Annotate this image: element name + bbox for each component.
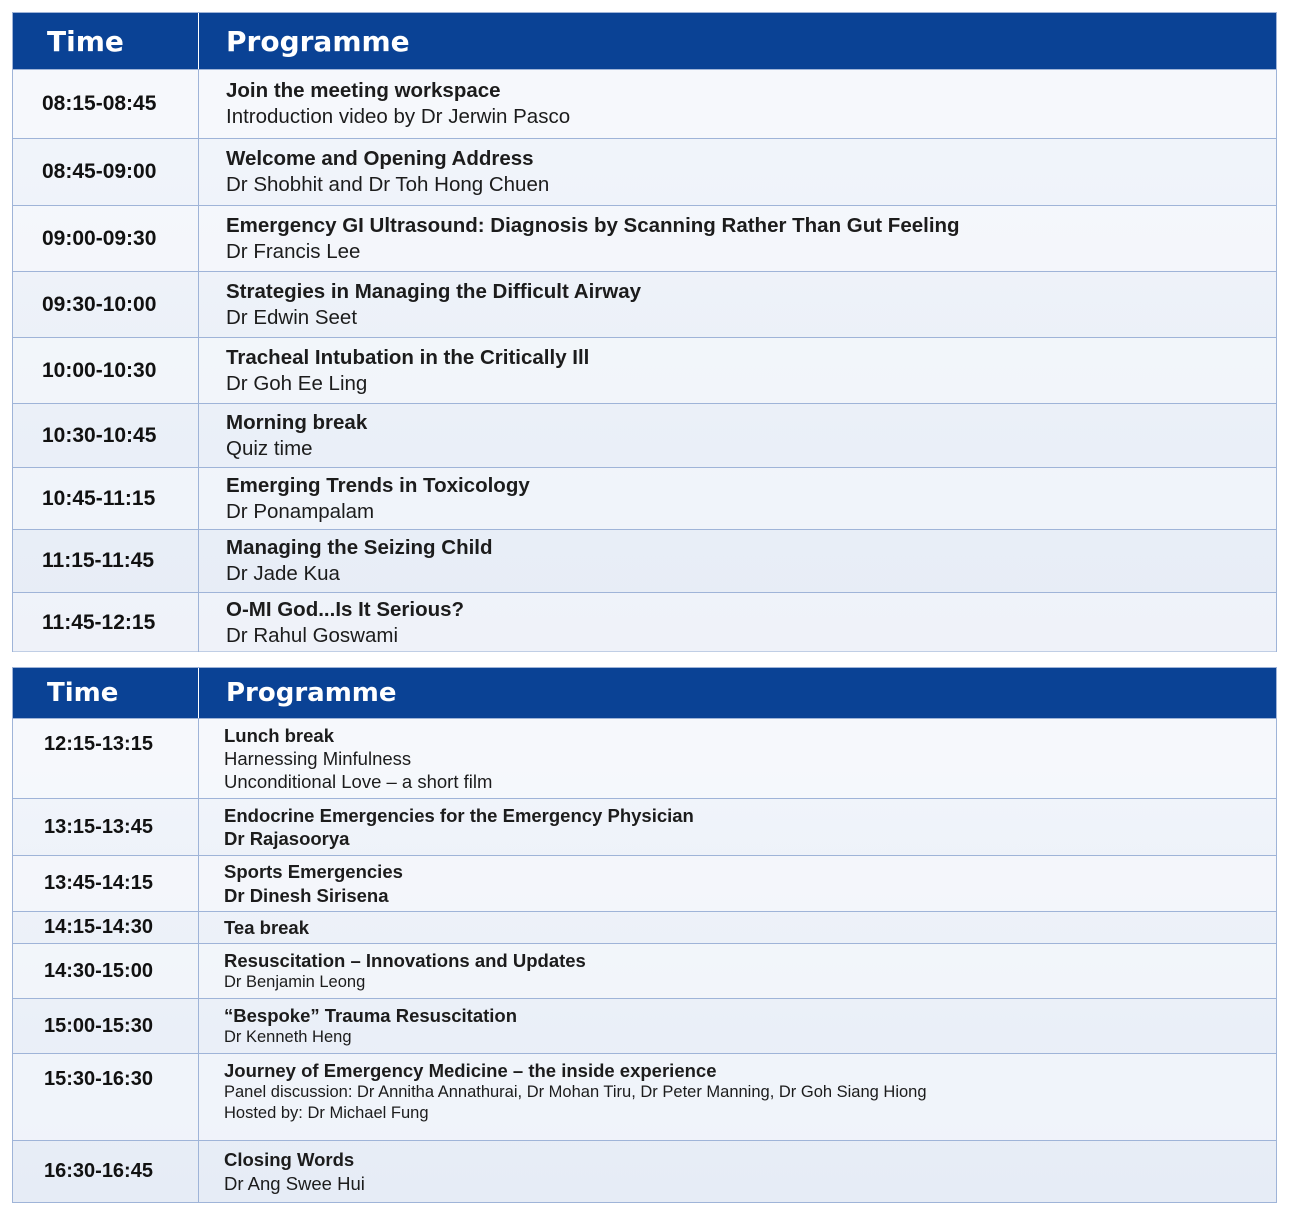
session-line: Dr Benjamin Leong <box>224 973 366 992</box>
session-line: Hosted by: Dr Michael Fung <box>224 1103 429 1122</box>
table-row <box>13 1140 1276 1202</box>
session-time: 10:30-10:45 <box>13 404 199 467</box>
table-row <box>13 592 1276 652</box>
morning-schedule-table <box>12 12 1277 652</box>
session-details <box>199 593 1276 652</box>
table-row <box>13 467 1276 529</box>
session-time: 13:45-14:15 <box>13 856 199 911</box>
table-row <box>13 403 1276 467</box>
session-details <box>199 912 1276 943</box>
session-line: Dr Ang Swee Hui <box>224 1172 365 1194</box>
session-title: Emergency GI Ultrasound: Diagnosis by Scanning Rather Than Gut Feeling <box>226 213 960 237</box>
session-details <box>199 856 1276 911</box>
session-title: Journey of Emergency Medicine – the inside experience <box>224 1060 717 1081</box>
session-details <box>199 719 1276 798</box>
session-title: Morning break <box>226 410 368 434</box>
session-time: 09:00-09:30 <box>13 206 199 271</box>
afternoon-schedule-table <box>12 667 1277 1203</box>
session-speaker: Dr Rajasoorya <box>224 828 350 849</box>
session-line: Dr Jade Kua <box>226 562 340 585</box>
session-line: Panel discussion: Dr Annitha Annathurai, Dr Mohan Tiru, Dr Peter Manning, Dr Goh Siang Hiong <box>224 1083 927 1102</box>
session-title: Resuscitation – Innovations and Updates <box>224 950 586 972</box>
session-details <box>199 1141 1276 1202</box>
session-details <box>199 1054 1276 1140</box>
table-header <box>13 668 1276 718</box>
session-title: Emerging Trends in Toxicology <box>226 473 530 497</box>
session-speaker: Dr Dinesh Sirisena <box>224 884 389 906</box>
session-time: 10:45-11:15 <box>13 468 199 529</box>
session-time: 08:45-09:00 <box>13 139 199 205</box>
time-column-header: Time <box>13 668 199 718</box>
session-time: 15:00-15:30 <box>13 999 199 1053</box>
table-row <box>13 998 1276 1053</box>
session-details <box>199 468 1276 529</box>
session-line: Introduction video by Dr Jerwin Pasco <box>226 105 571 128</box>
table-row <box>13 271 1276 337</box>
session-details <box>199 999 1276 1053</box>
session-title: Tracheal Intubation in the Critically Ill <box>226 345 590 369</box>
session-details <box>199 404 1276 467</box>
session-time: 11:45-12:15 <box>13 593 199 652</box>
table-body <box>13 69 1276 652</box>
session-time: 16:30-16:45 <box>13 1141 199 1202</box>
session-title: “Bespoke” Trauma Resuscitation <box>224 1005 518 1027</box>
session-details <box>199 139 1276 205</box>
session-title: Welcome and Opening Address <box>226 147 534 171</box>
table-row <box>13 911 1276 943</box>
session-title: Sports Emergencies <box>224 861 403 883</box>
session-line: Dr Francis Lee <box>226 239 361 263</box>
session-time: 14:15-14:30 <box>13 912 199 943</box>
session-details <box>199 530 1276 592</box>
session-details <box>199 799 1276 855</box>
table-row <box>13 529 1276 592</box>
table-row <box>13 205 1276 271</box>
session-title: Closing Words <box>224 1149 355 1171</box>
session-details <box>199 338 1276 403</box>
session-title: O-MI God...Is It Serious? <box>226 597 465 621</box>
table-body <box>13 718 1276 1202</box>
session-time: 10:00-10:30 <box>13 338 199 403</box>
table-row <box>13 798 1276 855</box>
session-details <box>199 206 1276 271</box>
session-time: 12:15-13:15 <box>13 719 199 798</box>
programme-column-header: Programme <box>226 678 397 708</box>
session-line: Dr Ponampalam <box>226 499 375 523</box>
session-title: Strategies in Managing the Difficult Airway <box>226 279 641 303</box>
session-line: Unconditional Love – a short film <box>224 771 493 793</box>
session-time: 09:30-10:00 <box>13 272 199 337</box>
table-row <box>13 337 1276 403</box>
table-row <box>13 69 1276 138</box>
session-line: Dr Edwin Seet <box>226 305 358 329</box>
time-column-header: Time <box>13 13 199 69</box>
session-time: 13:15-13:45 <box>13 799 199 855</box>
table-row <box>13 855 1276 911</box>
session-title: Endocrine Emergencies for the Emergency Physician <box>224 804 694 826</box>
session-line: Dr Shobhit and Dr Toh Hong Chuen <box>226 173 550 196</box>
table-row <box>13 718 1276 798</box>
session-time: 14:30-15:00 <box>13 944 199 998</box>
table-header <box>13 13 1276 69</box>
session-details <box>199 70 1276 138</box>
session-details <box>199 944 1276 998</box>
programme-column-header: Programme <box>226 24 410 58</box>
table-row <box>13 1053 1276 1140</box>
session-line: Dr Rahul Goswami <box>226 623 399 647</box>
session-title: Join the meeting workspace <box>226 79 501 103</box>
session-time: 15:30-16:30 <box>13 1054 199 1140</box>
session-title: Tea break <box>224 916 310 938</box>
table-row <box>13 138 1276 205</box>
table-row <box>13 943 1276 998</box>
session-title: Lunch break <box>224 725 334 746</box>
session-title: Managing the Seizing Child <box>226 536 493 560</box>
session-line: Quiz time <box>226 436 313 460</box>
session-line: Dr Kenneth Heng <box>224 1028 352 1047</box>
session-details <box>199 272 1276 337</box>
session-time: 08:15-08:45 <box>13 70 199 138</box>
session-line: Harnessing Minfulness <box>224 748 412 770</box>
session-line: Dr Goh Ee Ling <box>226 371 368 395</box>
session-time: 11:15-11:45 <box>13 530 199 592</box>
